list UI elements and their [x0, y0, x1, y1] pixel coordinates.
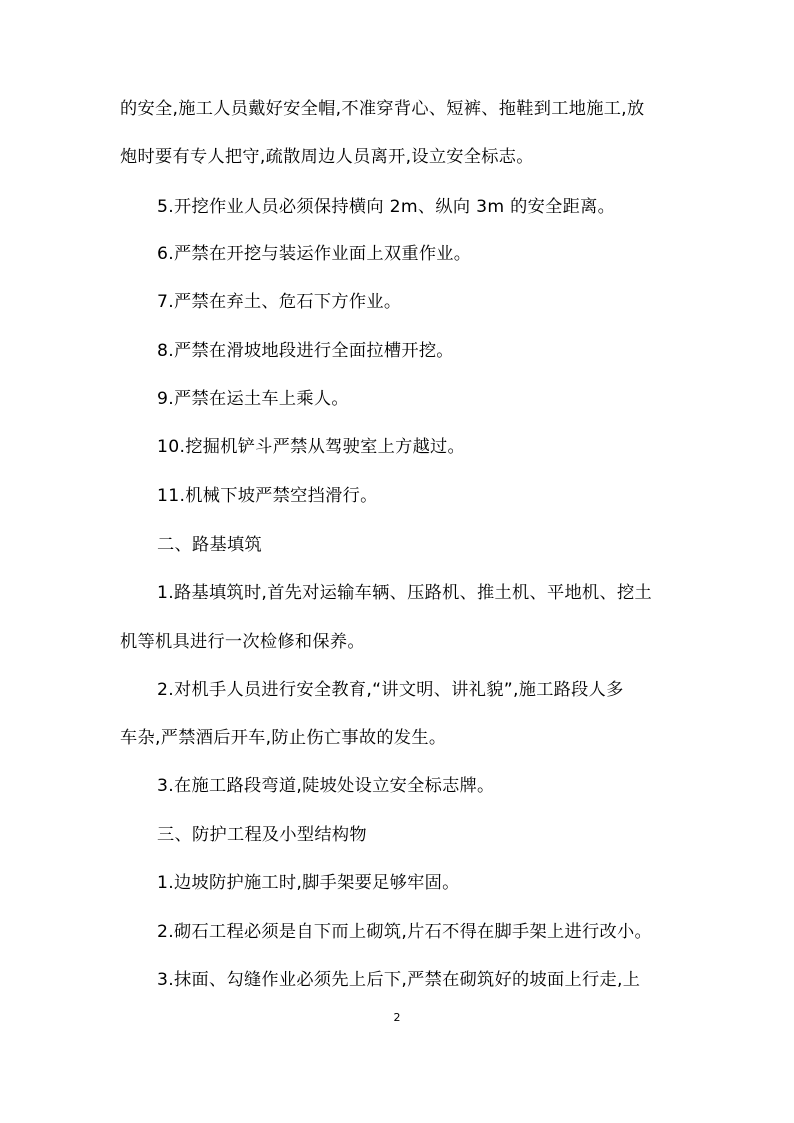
text-line: 机等机具进行一次检修和保养。	[120, 632, 365, 652]
list-item: 11.机械下坡严禁空挡滑行。	[157, 486, 378, 506]
list-item: 8.严禁在滑坡地段进行全面拉槽开挖。	[157, 341, 454, 361]
list-item: 10.挖掘机铲斗严禁从驾驶室上方越过。	[157, 437, 466, 457]
text-line: 车杂,严禁酒后开车,防止伤亡事故的发生。	[120, 728, 447, 748]
list-item: 2.对机手人员进行安全教育,“讲文明、讲礼貌”,施工路段人多	[157, 680, 624, 700]
list-item: 7.严禁在弃土、危石下方作业。	[157, 292, 402, 312]
text-line: 的安全,施工人员戴好安全帽,不准穿背心、短裤、拖鞋到工地施工,放	[120, 99, 645, 119]
list-item: 9.严禁在运土车上乘人。	[157, 389, 349, 409]
list-item: 1.路基填筑时,首先对运输车辆、压路机、推土机、平地机、挖土	[157, 583, 652, 603]
list-item: 1.边坡防护施工时,脚手架要足够牢固。	[157, 873, 460, 893]
text-line: 炮时要有专人把守,疏散周边人员离开,设立安全标志。	[120, 147, 534, 167]
section-heading: 二、路基填筑	[157, 535, 262, 555]
list-item: 2.砌石工程必须是自下而上砌筑,片石不得在脚手架上进行改小。	[157, 922, 652, 942]
page-number: 2	[393, 1011, 401, 1024]
list-item: 3.抹面、勾缝作业必须先上后下,严禁在砌筑好的坡面上行走,上	[157, 970, 641, 990]
list-item: 5.开挖作业人员必须保持横向 2m、纵向 3m 的安全距离。	[157, 197, 616, 217]
list-item: 6.严禁在开挖与装运作业面上双重作业。	[157, 244, 472, 264]
section-heading: 三、防护工程及小型结构物	[157, 825, 367, 845]
list-item: 3.在施工路段弯道,陡坡处设立安全标志牌。	[157, 776, 495, 796]
